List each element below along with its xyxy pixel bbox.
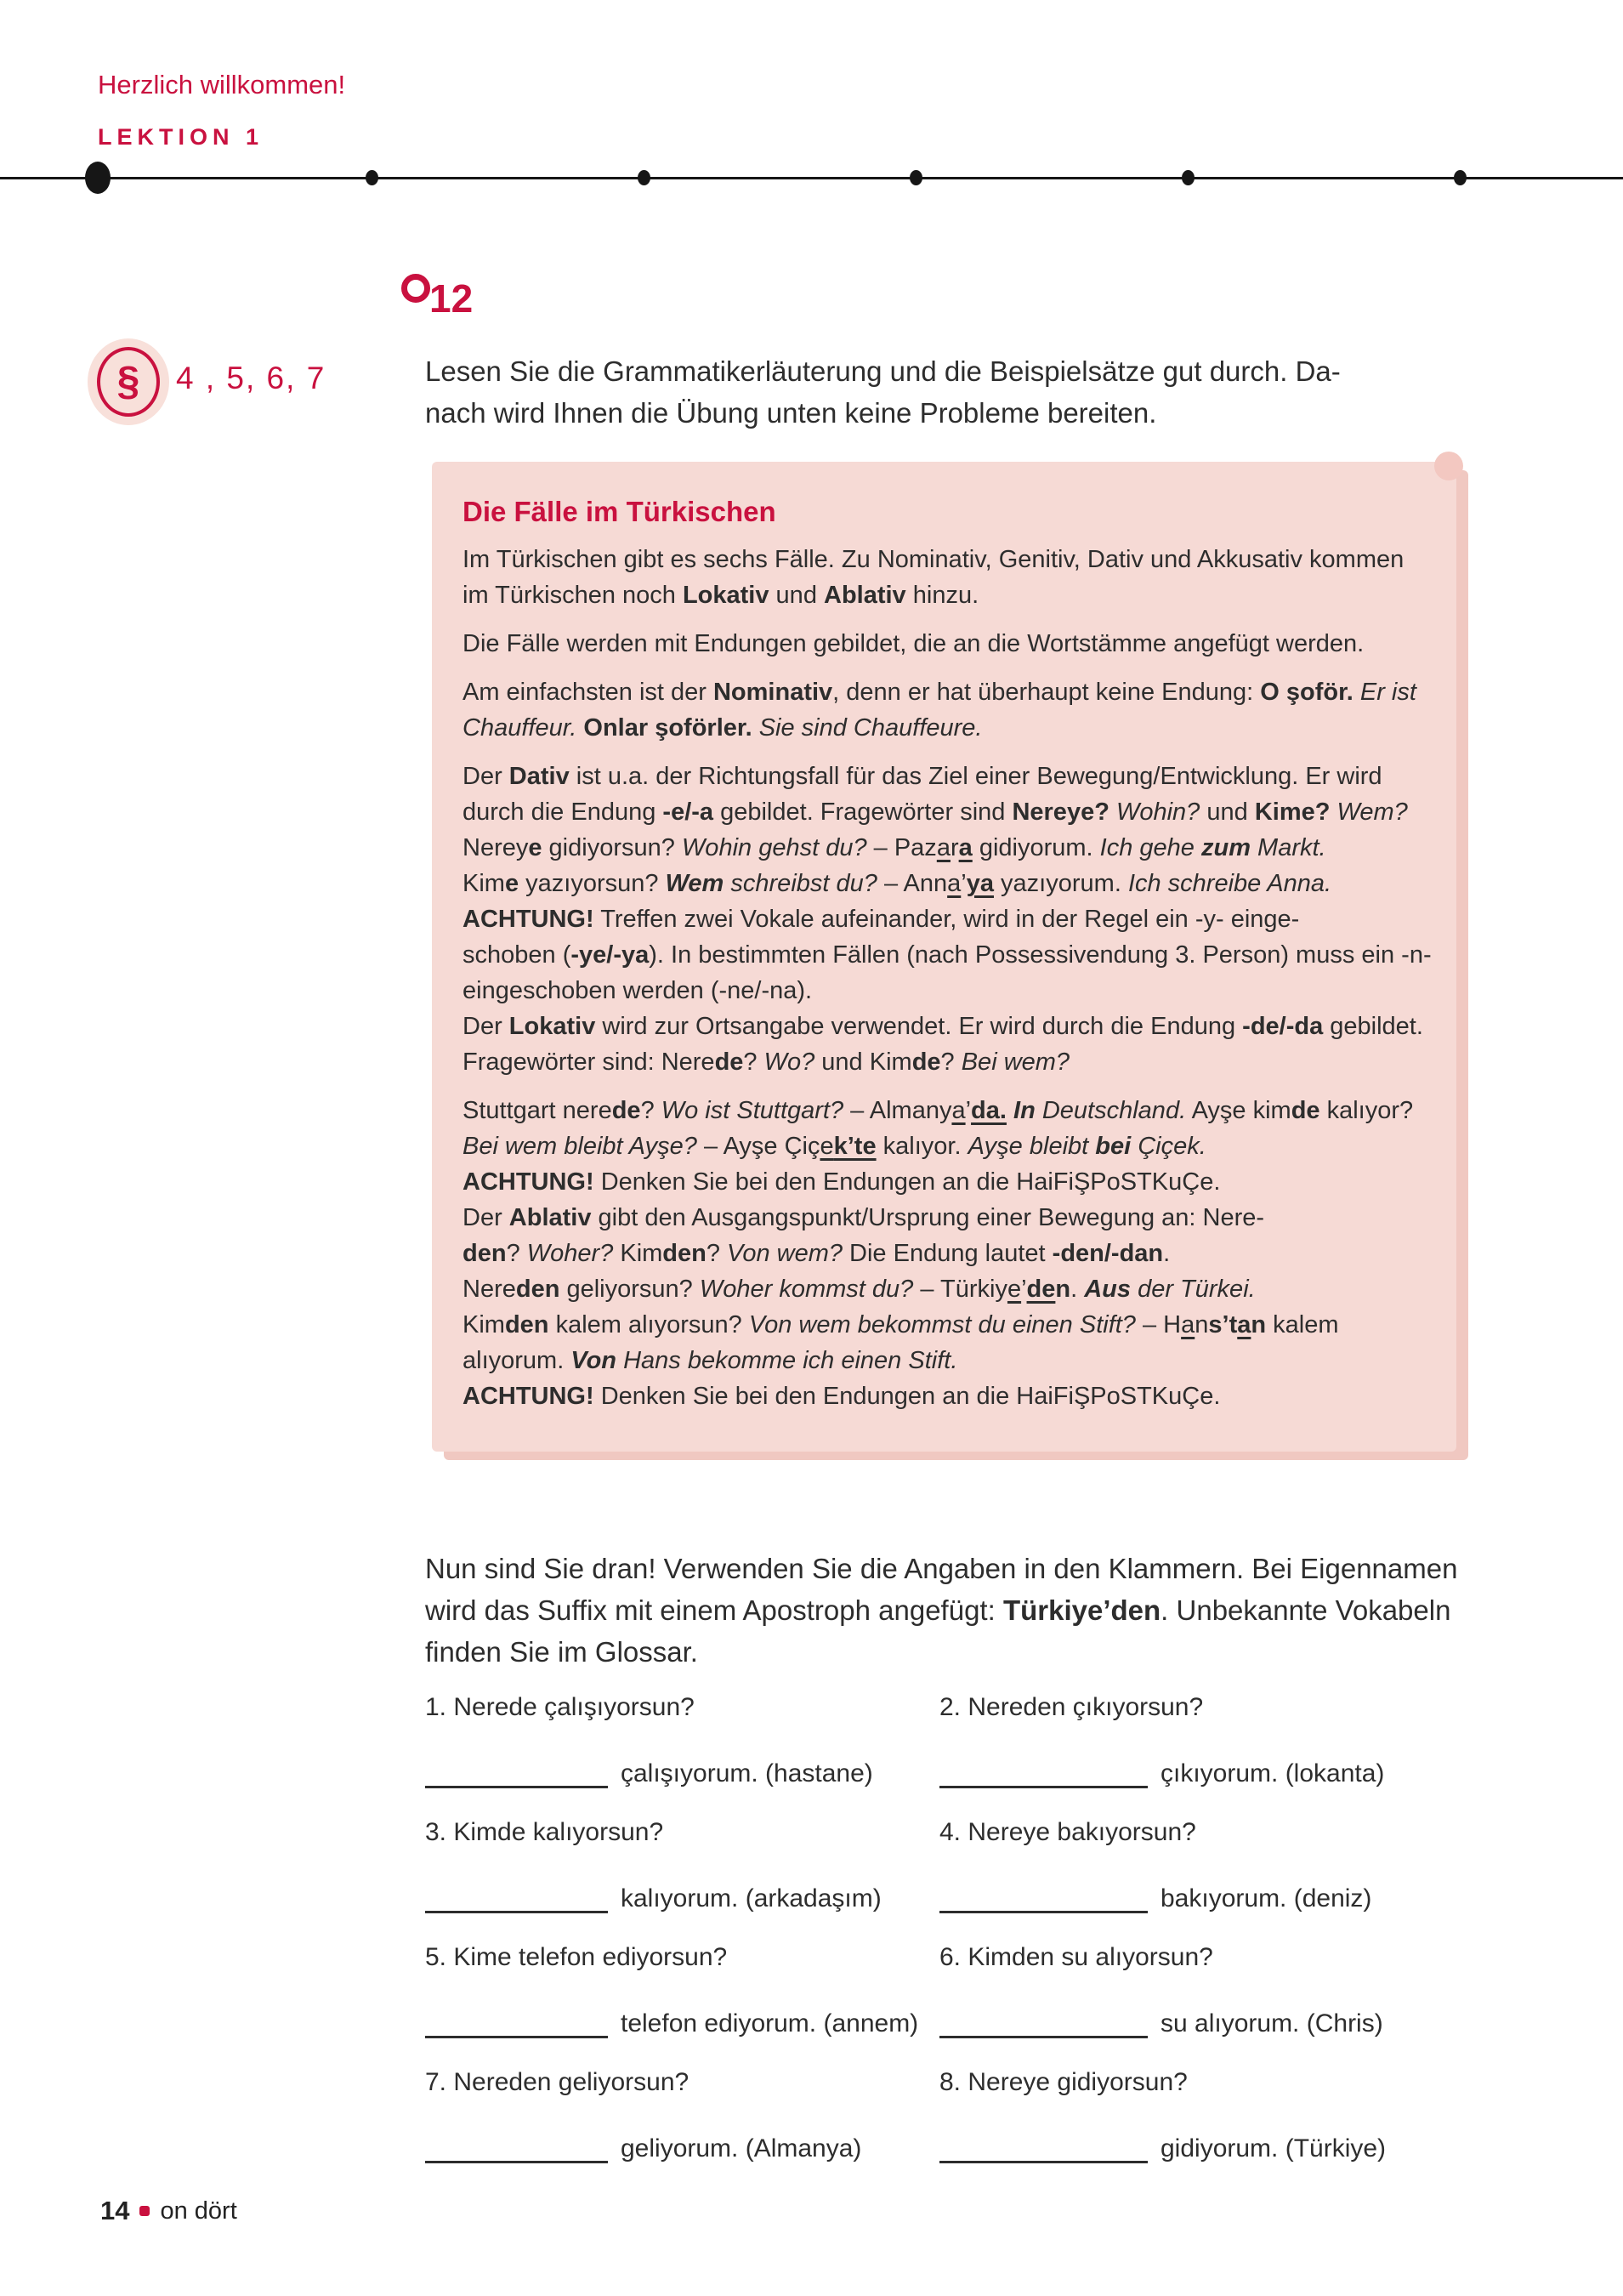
timeline-dot [366, 170, 378, 185]
grammar-box-title: Die Fälle im Türkischen [462, 496, 776, 527]
item-answer [939, 1757, 1539, 1791]
item-question: 5. Kime telefon ediyorsun? [425, 1943, 728, 1971]
item-answer [939, 2007, 1539, 2041]
item-answer-text: telefon ediyorum. (annem) [621, 2009, 919, 2037]
item-answer [425, 1757, 939, 1791]
grammar-box [432, 462, 1456, 1452]
task-instructions: Nun sind Sie dran! Verwenden Sie die Angaben in den Klammern. Bei Eigennamen wird das Suffix mit einem Apostroph angefügt: Türkiye’den. Unbekannte Vokabeln finden Sie im Glossar. [425, 1553, 1458, 1668]
item-answer [939, 1882, 1539, 1916]
exercise-item [939, 1816, 1539, 1941]
timeline-dot [1182, 170, 1195, 185]
grammar-paragraph: Der Dativ ist u.a. der Richtungsfall für das Ziel einer Bewegung/Entwicklung. Er wird durch die Endung -e/-a gebildet. Fragewörter sind Nereye? Wohin? und Kime? Wem? Nereye gidiyorsun? Wohin gehst du? – Pazara gidiyorum. Ich gehe zum Markt. Kime yazıyorsun? Wem schreibst du? – Anna’ya yazıyorum. Ich schreibe Anna. ACHTUNG! Treffen zwei Vokale aufeinander, wird in der Regel ein -y- einge- schoben (-ye/-ya). In bestimmten Fällen (nach Possessivendung 3. Person) muss ein -n- eingeschoben werden (-ne/-na). Der Lokativ wird zur Ortsangabe verwendet. Er wird durch die Endung -de/-da gebildet. Fragewörter sind: Nerede? Wo? und Kimde? Bei wem? [462, 763, 1432, 1076]
lesson-label: LEKTION 1 [98, 124, 264, 150]
fill-in-blank [425, 2010, 608, 2038]
page-number: 14 [100, 2196, 130, 2225]
page-footer [100, 2196, 237, 2226]
corner-decoration [1434, 452, 1463, 480]
item-answer-text: çıkıyorum. (lokanta) [1161, 1759, 1385, 1787]
exercise-item [425, 1691, 939, 1816]
exercise-item [939, 2066, 1539, 2191]
item-question: 7. Nereden geliyorsun? [425, 2068, 689, 2096]
item-answer-text: kalıyorum. (arkadaşım) [621, 1884, 882, 1912]
timeline-dot [1454, 170, 1467, 185]
exercise-item [939, 1691, 1539, 1816]
item-answer [425, 2132, 939, 2166]
exercise-number: 12 [429, 276, 474, 321]
exercise-intro: Lesen Sie die Grammatikerläuterung und die Beispielsätze gut durch. Da- nach wird Ihnen die Übung unten keine Probleme bereiten. [425, 355, 1341, 429]
fill-in-blank [425, 1885, 608, 1913]
item-answer [425, 2007, 939, 2041]
book-title: Herzlich willkommen! [98, 70, 346, 99]
item-answer-text: gidiyorum. (Türkiye) [1161, 2134, 1387, 2162]
exercise-marker-ring-icon [401, 274, 430, 303]
paragraph-references: 4 , 5, 6, 7 [176, 361, 326, 395]
fill-in-blank [939, 2135, 1148, 2163]
grammar-paragraph: Im Türkischen gibt es sechs Fälle. Zu Nominativ, Genitiv, Dativ und Akkusativ kommen im Türkischen noch Lokativ und Ablativ hinzu. [462, 546, 1405, 609]
paragraph-ring-icon [97, 347, 160, 417]
item-question: 8. Nereye gidiyorsun? [939, 2068, 1188, 2096]
item-question: 2. Nereden çıkıyorsun? [939, 1693, 1204, 1721]
grammar-paragraph: Am einfachsten ist der Nominativ, denn er hat überhaupt keine Endung: O şoför. Er ist Chauffeur. Onlar şoförler. Sie sind Chauffeure. [462, 679, 1416, 742]
timeline-dot [638, 170, 650, 185]
footer-dot-icon [139, 2206, 150, 2216]
divider-line [0, 177, 1623, 179]
grammar-paragraph: Die Fälle werden mit Endungen gebildet, die an die Wortstämme angefügt werden. [462, 630, 1365, 657]
grammar-paragraph: Stuttgart nerede? Wo ist Stuttgart? – Almanya’da. In Deutschland. Ayşe kimde kalıyor? Bei wem bleibt Ayşe? – Ayşe Çiçek’te kalıyor. Ayşe bleibt bei Çiçek. ACHTUNG! Denken Sie bei den Endungen an die HaiFiŞPoSTKuÇe. Der Ablativ gibt den Ausgangspunkt/Ursprung einer Bewegung an: Nere- den? Woher? Kimden? Von wem? Die Endung lautet -den/-dan. Nereden geliyorsun? Woher kommst du? – Türkiye’den. Aus der Türkei. Kimden kalem alıyorsun? Von wem bekommst du einen Stift? – Hans’tan kalem alıyorum. Von Hans bekomme ich einen Stift. ACHTUNG! Denken Sie bei den Endungen an die HaiFiŞPoSTKuÇe. [462, 1097, 1414, 1410]
paragraph-badge [88, 338, 169, 425]
section-sign-icon: § [116, 359, 140, 404]
item-answer-text: geliyorum. (Almanya) [621, 2134, 862, 2162]
exercise-item [425, 1816, 939, 1941]
fill-in-blank [425, 2135, 608, 2163]
exercise-items [425, 1691, 1539, 2191]
item-answer [425, 1882, 939, 1916]
fill-in-blank [425, 1760, 608, 1788]
page-number-word: on dört [160, 2197, 237, 2225]
item-answer-text: çalışıyorum. (hastane) [621, 1759, 873, 1787]
item-question: 1. Nerede çalışıyorsun? [425, 1693, 695, 1721]
exercise-item [939, 1941, 1539, 2066]
timeline-dot-large [85, 162, 111, 194]
exercise-item [425, 1941, 939, 2066]
item-answer-text: su alıyorum. (Chris) [1161, 2009, 1383, 2037]
fill-in-blank [939, 2010, 1148, 2038]
item-answer-text: bakıyorum. (deniz) [1161, 1884, 1372, 1912]
fill-in-blank [939, 1885, 1148, 1913]
exercise-item [425, 2066, 939, 2191]
item-question: 3. Kimde kalıyorsun? [425, 1818, 664, 1846]
item-question: 6. Kimden su alıyorsun? [939, 1943, 1213, 1971]
item-question: 4. Nereye bakıyorsun? [939, 1818, 1196, 1846]
item-answer [939, 2132, 1539, 2166]
timeline-dot [910, 170, 922, 185]
fill-in-blank [939, 1760, 1148, 1788]
